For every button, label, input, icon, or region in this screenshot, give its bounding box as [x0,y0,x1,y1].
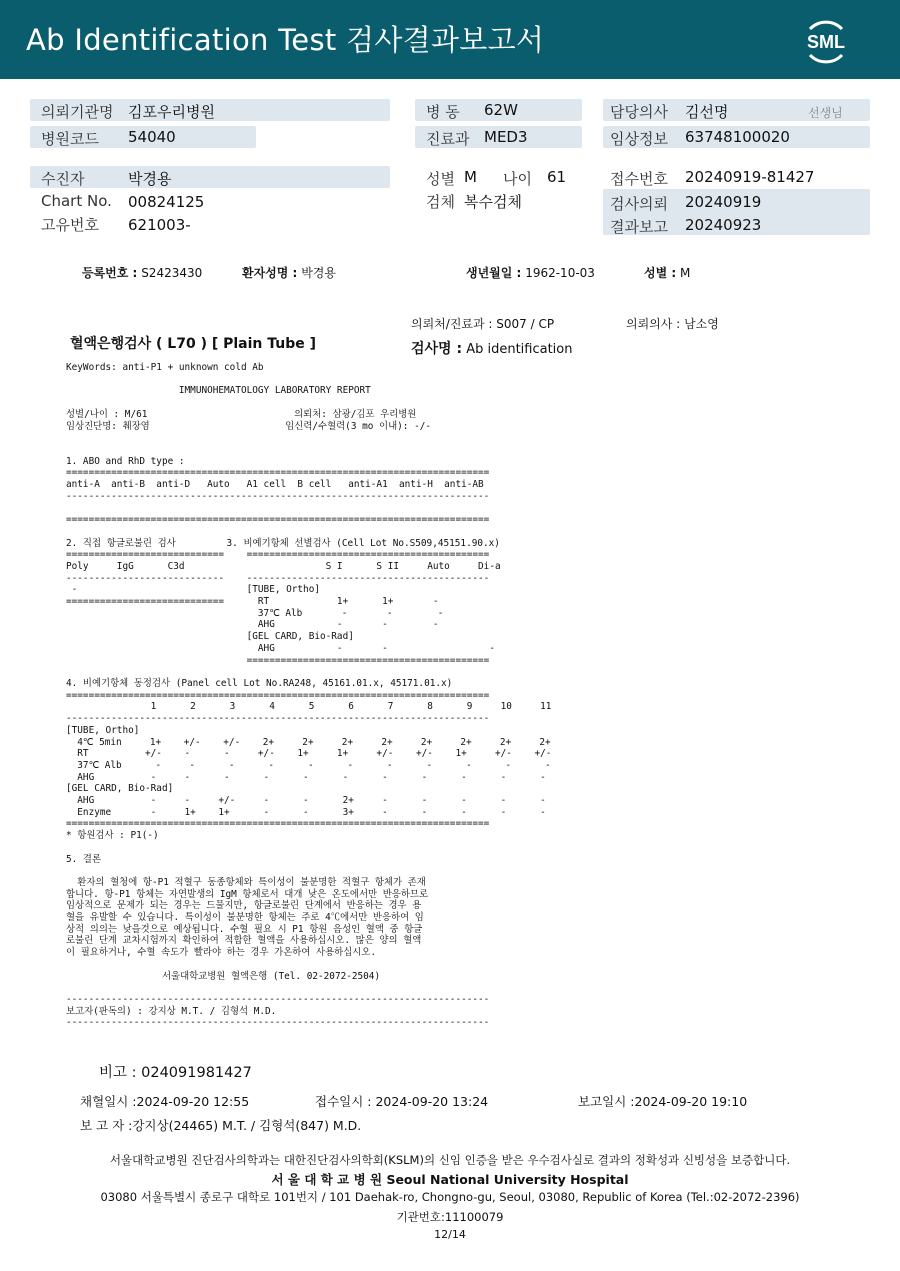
req-doc-row [626,315,719,332]
reporter-row [80,1116,361,1134]
collect-value: 2024-09-20 12:55 [136,1094,250,1109]
hospital-name: 서 울 대 학 교 병 원 Seoul National University Hospital [271,1172,629,1187]
chart-value: 00824125 [128,193,205,211]
clinic-label: 임상정보 [610,130,668,148]
report-time-value: 2024-09-20 19:10 [634,1094,748,1109]
test-name-row [411,338,572,358]
dept-value: MED3 [484,128,528,146]
test-name-label: 검사명 : [411,341,463,357]
meta-sex-value: M [680,266,691,280]
specimen-value: 복수검체 [464,193,522,211]
name-label: 환자성명 : [242,266,298,280]
address-text: 03080 서울특별시 종로구 대학로 101번지 / 101 Daehak-ro, Chongno-gu, Seoul, 03080, Republic of Korea (Tel.:02-2072-2396) [100,1190,800,1204]
hosp-code-label: 병원코드 [41,130,99,148]
chart-label: Chart No. [41,192,112,210]
req-doc-label: 의뢰의사 : [626,317,681,331]
dept-label: 진료과 [426,130,470,148]
note-row [99,1061,252,1082]
receive-row [315,1092,488,1110]
note-label: 비고 : [99,1065,137,1081]
req-dept-label: 의뢰처/진료과 : [411,317,493,331]
note-value: 024091981427 [141,1065,252,1081]
patient-label: 수진자 [41,170,85,188]
inst-number: 기관번호:11100079 [396,1210,504,1224]
doctor-value: 김선명 [685,103,729,121]
uid-label: 고유번호 [41,216,99,234]
report-label: 결과보고 [610,218,668,236]
collect-label: 채혈일시 : [80,1094,137,1109]
report-title: Ab Identification Test 검사결과보고서 [26,23,545,57]
dob-value: 1962-10-03 [525,266,595,280]
page-number: 12/14 [434,1228,466,1241]
report-header [0,0,900,79]
ward-value: 62W [484,101,518,119]
patient-value: 박경용 [128,170,172,188]
doctor-suffix: 선생님 [808,106,843,120]
lab-report-body: KeyWords: anti-P1 + unknown cold Ab IMMUNOHEMATOLOGY LABORATORY REPORT 성별/나이 : M/61 의뢰처: 삼광/김포 우리병원 임상진단명: 췌장염 임신력/수혈력(3 mo 이내): -/- 1. ABO and RhD type : =========================================================================== anti-A anti-B anti-D Auto A1 cell B cell anti-A1 anti-H anti-AB --------------------------------------------------------------------------- =========================================================================== 2. 직접 항글로불린 검사 3. 비예기항체 선별검사 (Cell Lot No.S509,45151.90.x) ============================ =========================================== Poly IgG C3d S I S II Auto Di-a ---------------------------- ------------------------------------------- - [TUBE, Ortho] ============================ RT 1+ 1+ - 37℃ Alb - - - AHG - - - [GEL CARD, Bio-Rad] AHG - - - =========================================== 4. 비예기항체 동정검사 (Panel cell Lot No.RA248, 45161.01.x, 45171.01.x) =========================================================================== 1 2 3 4 5 6 7 8 9 10 11 --------------------------------------------------------------------------- [TUBE, Ortho] 4℃ 5min 1+ +/- +/- 2+ 2+ 2+ 2+ 2+ 2+ 2+ 2+ RT +/- - - +/- 1+ 1+ +/- +/- 1+ +/- +/- 37℃ Alb - - - - - - - - - - - AHG - - - - - - - - - - - [GEL CARD, Bio-Rad] AHG - - +/- - - 2+ - - - - - Enzyme - 1+ 1+ - - 3+ - - - - - =========================================================================== * 항원검사 : P1(-) 5. 결론 환자의 혈청에 항-P1 적혈구 동종항체와 특이성이 불분명한 적혈구 항체가 존재 합니다. 항-P1 항체는 자연발생의 IgM 항체로서 대개 낮은 온도에서만 반응하므로 임상적으로 문제가 되는 경우는 드물지만, 항글로불린 단계에서 반응하는 경우 용 혈을 유발할 수 있습니다. 특이성이 불분명한 항체는 주로 4℃에서만 반응하여 임 상적 의의는 낮을것으로 예상됩니다. 수혈 필요 시 P1 항원 음성인 혈액 중 항글 로불린 단계 교차시험까지 확인하여 적합한 혈액을 사용하십시오. 많은 양의 혈액 이 필요하거나, 수혈 속도가 빨라야 하는 경우 가온하여 사용하십시오. 서울대학교병원 혈액은행 (Tel. 02-2072-2504) --------------------------------------------------------------------------- 보고자(판독의) : 강지상 M.T. / 김형석 M.D. --------------------------------------------------------------------------- [66,362,552,1029]
receive-label: 접수일시 : [315,1094,372,1109]
sml-logo [798,13,854,69]
clinic-value: 63748100020 [685,128,790,146]
receipt-label: 접수번호 [610,170,668,188]
receive-value: 2024-09-20 13:24 [375,1094,489,1109]
doctor-label: 담당의사 [610,103,668,121]
report-time-row [578,1092,747,1110]
reg-value: S2423430 [141,266,203,280]
logo-text: SML [807,32,845,52]
req-value: 20240919 [685,193,762,211]
reporter-label: 보 고 자 : [80,1118,133,1133]
sex-value: M [464,168,477,186]
req-doc-value: 남소영 [684,317,719,331]
ward-label: 병 동 [426,103,460,121]
receipt-value: 20240919-81427 [685,168,815,186]
reporter-value: 강지상(24465) M.T. / 김형석(847) M.D. [132,1118,362,1133]
test-name-value: Ab identification [466,342,573,357]
meta-sex-label: 성별 : [644,266,677,280]
req-dept-value: S007 / CP [496,317,555,331]
uid-value: 621003- [128,216,191,234]
client-label: 의뢰기관명 [41,103,114,121]
sex-label: 성별 [426,170,455,188]
age-label: 나이 [503,170,532,188]
dob-label: 생년월일 : [466,266,522,280]
name-value: 박경용 [301,266,336,280]
reg-label: 등록번호 : [82,266,138,280]
name-row [242,264,336,281]
dob-row [466,264,595,281]
req-label: 검사의뢰 [610,195,668,213]
specimen-label: 검체 [426,193,455,211]
age-value: 61 [547,168,567,186]
collect-row [80,1092,249,1110]
sex-row [644,264,690,281]
report-value: 20240923 [685,216,762,234]
test-title: 혈액은행검사 ( L70 ) [ Plain Tube ] [70,336,317,352]
req-dept-row [411,315,554,332]
client-value: 김포우리병원 [128,103,215,121]
report-time-label: 보고일시 : [578,1094,635,1109]
cert-text: 서울대학교병원 진단검사의학과는 대한진단검사의학회(KSLM)의 신임 인증을 받은 우수검사실로 결과의 정확성과 신빙성을 보증합니다. [109,1153,791,1167]
reg-row [82,264,202,281]
hosp-code-value: 54040 [128,128,176,146]
